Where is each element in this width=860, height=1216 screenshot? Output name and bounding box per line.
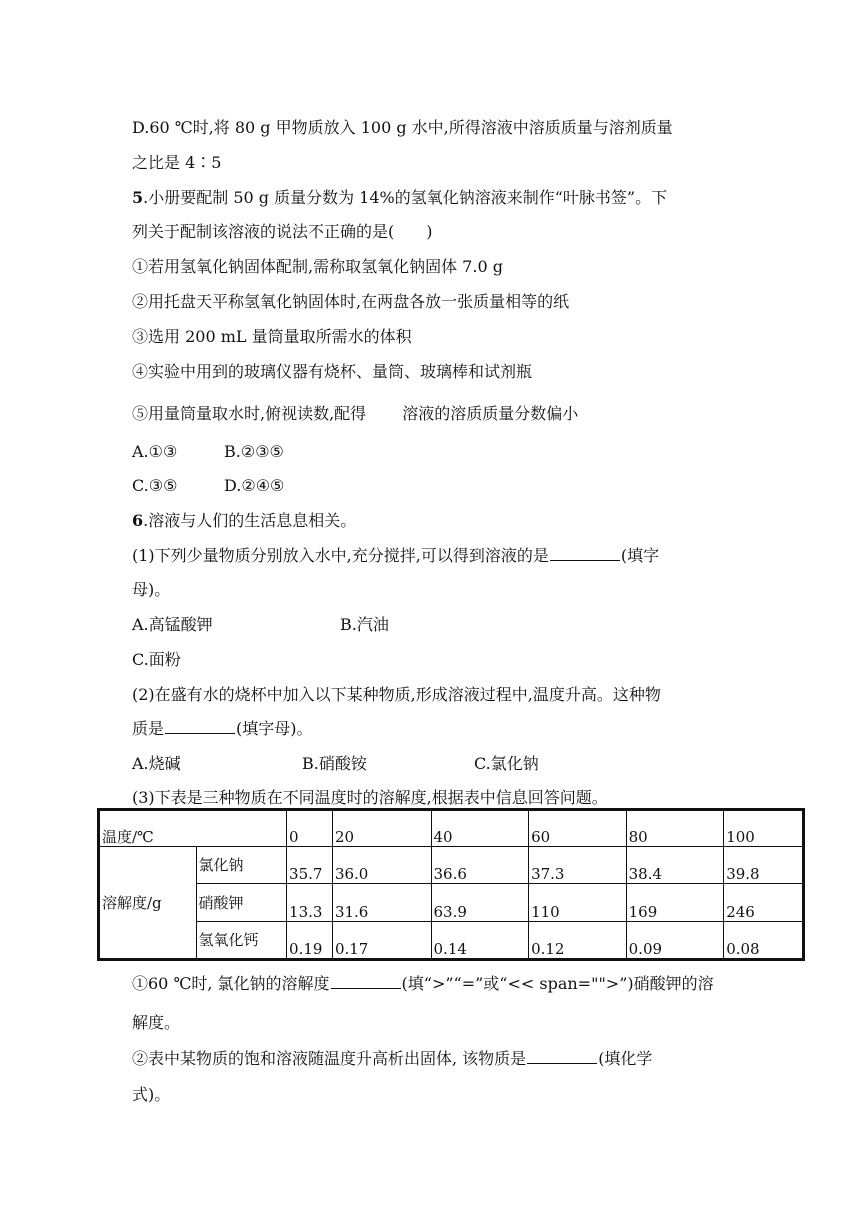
option-d-line1: D.60 ℃时,将 80 g 甲物质放入 100 g 水中,所得溶液中溶质质量与溶剂质量 [132, 118, 673, 137]
q6-part2-text: 质是 [132, 719, 165, 738]
q6-part1-line1 [132, 546, 659, 566]
q6-part1-text: (1)下列少量物质分别放入水中,充分搅拌,可以得到溶液的是 [132, 546, 549, 565]
table-cell: 110 [529, 884, 627, 922]
q6-part1-line2: 母)。 [132, 580, 171, 599]
solubility-table [97, 808, 805, 961]
table-cell: 38.4 [626, 847, 724, 884]
statement-3: ③选用 200 mL 量筒量取所需水的体积 [132, 327, 412, 346]
table-row [99, 922, 804, 960]
table-cell: 31.6 [332, 884, 431, 922]
q5-option-c: C.③⑤ [132, 476, 178, 495]
table-cell: 169 [626, 884, 724, 922]
q6-part3-s1-hint: (填“>”“=”或“<< span="">”)硝酸钾的溶 [401, 974, 714, 993]
q6-part2-options [132, 754, 539, 774]
q6-part2-line1: (2)在盛有水的烧杯中加入以下某种物质,形成溶液过程中,温度升高。这种物 [132, 685, 661, 704]
q6-part3-s1-line2: 解度。 [132, 1013, 181, 1032]
q6-part1-option-c: C.面粉 [132, 650, 181, 669]
solubility-label: 溶解度/g [99, 847, 197, 960]
q6-part1-option-b: B.汽油 [340, 615, 389, 634]
statement-5-part2: 溶液的溶质质量分数偏小 [402, 404, 579, 423]
statement-2: ②用托盘天平称氢氧化钠固体时,在两盘各放一张质量相等的纸 [132, 292, 570, 311]
table-cell: 0.12 [529, 922, 627, 960]
temperature-cell: 20 [332, 810, 431, 847]
question-6-number: 6 [132, 511, 144, 530]
question-5-line1 [132, 188, 667, 208]
table-cell: 13.3 [287, 884, 333, 922]
statement-5-part1: ⑤用量筒量取水时,俯视读数,配得 [132, 404, 367, 423]
q6-part3-s2-line2: 式)。 [132, 1085, 171, 1104]
question-5-stem: .小册要配制 50 g 质量分数为 14%的氢氧化钠溶液来制作“叶脉书签”。下 [143, 188, 668, 207]
q5-options-row2 [132, 476, 284, 496]
q6-part1-option-a: A.高锰酸钾 [132, 615, 213, 634]
temperature-cell: 0 [287, 810, 333, 847]
statement-4: ④实验中用到的玻璃仪器有烧杯、量筒、玻璃棒和试剂瓶 [132, 362, 533, 381]
q6-part1-options-row1 [132, 615, 389, 635]
q6-part2-option-a: A.烧碱 [132, 754, 181, 773]
question-5-number: 5 [132, 188, 144, 207]
answer-blank[interactable] [550, 546, 620, 561]
temperature-cell: 80 [626, 810, 724, 847]
substance-name: 氢氧化钙 [196, 922, 286, 960]
q6-part2-option-b: B.硝酸铵 [302, 754, 367, 773]
question-6-stem: .溶液与人们的生活息息相关。 [143, 511, 357, 530]
table-cell: 63.9 [431, 884, 529, 922]
statement-5 [132, 404, 578, 424]
substance-name: 硝酸钾 [196, 884, 286, 922]
table-header-row [99, 810, 804, 847]
q6-part3-s1-line1 [132, 974, 714, 994]
q6-part2-line2 [132, 719, 313, 739]
q6-part1-hint: (填字 [620, 546, 660, 565]
table-cell: 0.08 [724, 922, 804, 960]
q6-part3-s2-line1 [132, 1049, 652, 1069]
q5-options-row1 [132, 442, 284, 462]
question-6-line1 [132, 511, 356, 531]
q6-part3-intro: (3)下表是三种物质在不同温度时的溶解度,根据表中信息回答问题。 [132, 788, 608, 807]
table-cell: 39.8 [724, 847, 804, 884]
table-cell: 36.0 [332, 847, 431, 884]
table-row [99, 847, 804, 884]
q6-part3-s1-text: ①60 ℃时, 氯化钠的溶解度 [132, 974, 330, 993]
q6-part3-s2-hint: (填化学 [598, 1049, 653, 1068]
q6-part2-hint: (填字母)。 [236, 719, 313, 738]
table-cell: 37.3 [529, 847, 627, 884]
table-cell: 36.6 [431, 847, 529, 884]
table-cell: 0.19 [287, 922, 333, 960]
q5-option-a: A.①③ [132, 442, 178, 461]
question-5-line2: 列关于配制该溶液的说法不正确的是( ) [132, 222, 433, 241]
statement-1: ①若用氢氧化钠固体配制,需称取氢氧化钠固体 7.0 g [132, 257, 503, 276]
temperature-cell: 100 [724, 810, 804, 847]
table-cell: 0.14 [431, 922, 529, 960]
answer-blank[interactable] [331, 974, 401, 989]
table-cell: 0.09 [626, 922, 724, 960]
table-cell: 246 [724, 884, 804, 922]
q6-part3-s2-text: ②表中某物质的饱和溶液随温度升高析出固体, 该物质是 [132, 1049, 527, 1068]
temperature-cell: 60 [529, 810, 627, 847]
q5-option-b: B.②③⑤ [224, 442, 284, 461]
temperature-label: 温度/℃ [99, 810, 287, 847]
answer-blank[interactable] [165, 719, 235, 734]
answer-blank[interactable] [527, 1049, 597, 1064]
substance-name: 氯化钠 [196, 847, 286, 884]
temperature-cell: 40 [431, 810, 529, 847]
table-row [99, 884, 804, 922]
q6-part2-option-c: C.氯化钠 [474, 754, 539, 773]
option-d-line2: 之比是 4∶5 [132, 153, 222, 172]
table-cell: 35.7 [287, 847, 333, 884]
table-cell: 0.17 [332, 922, 431, 960]
q5-option-d: D.②④⑤ [224, 476, 285, 495]
